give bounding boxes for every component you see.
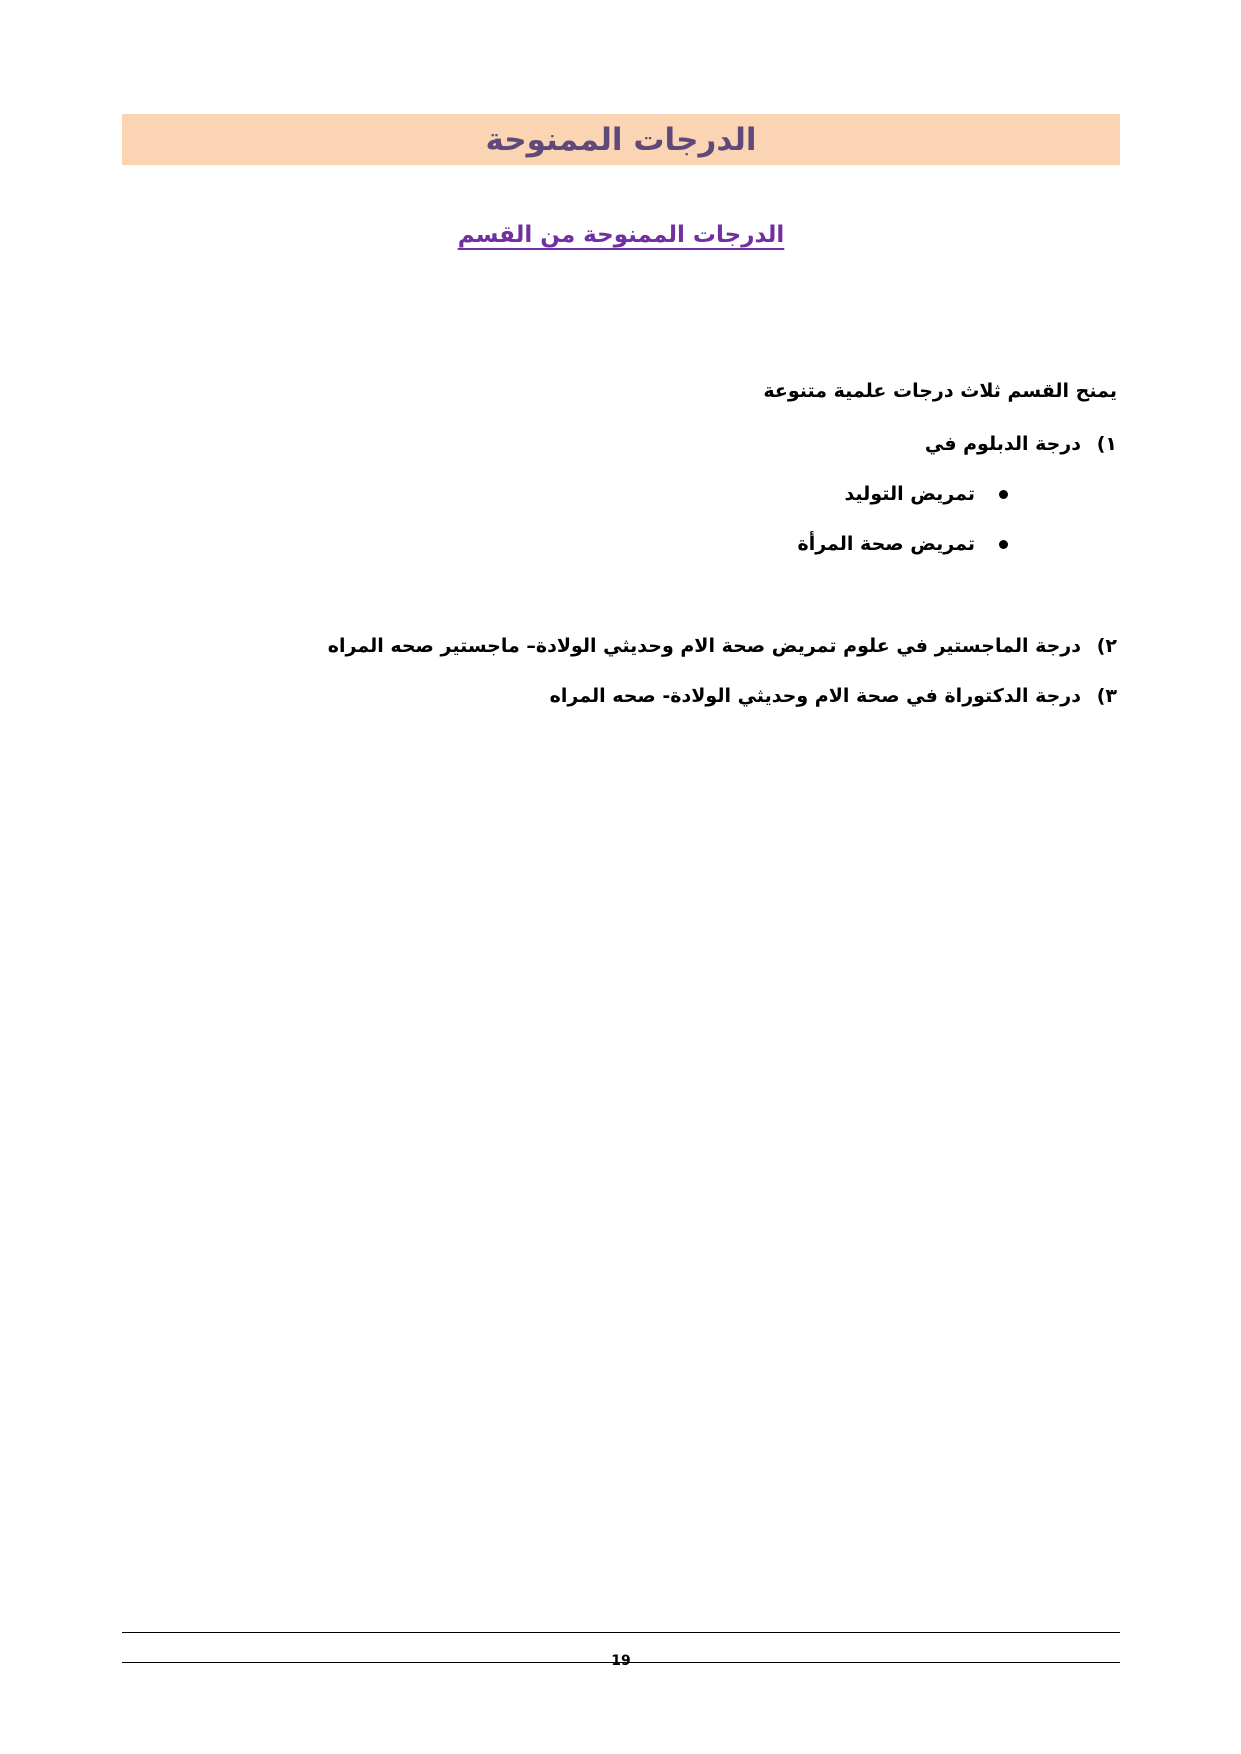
section-subtitle: الدرجات الممنوحة من القسم [457,222,785,248]
list-item-text: درجة الماجستير في علوم تمريض صحة الام وحديثي الولادة– ماجستير صحه المراه [327,635,1081,657]
bullet-item [844,481,1008,507]
footer-bottom-rule [122,1662,1120,1663]
bullet-item-text: تمريض صحة المرأة [797,533,975,555]
list-item [550,683,1117,709]
section-subtitle-container [122,222,1120,248]
bullet-item [798,531,1009,557]
bullet-icon [999,540,1008,549]
page-title: الدرجات الممنوحة [485,121,757,158]
list-item [328,633,1117,659]
page-number: 19 [611,1653,631,1669]
list-item-text: درجة الدبلوم في [924,433,1081,455]
bullet-icon [999,490,1008,499]
title-band [122,114,1120,165]
list-item-number: ١) [1096,433,1117,455]
bullet-item-text: تمريض التوليد [844,483,975,505]
intro-paragraph: يمنح القسم ثلاث درجات علمية متنوعة [763,380,1117,402]
list-item-number: ٣) [1096,685,1117,707]
list-item [925,431,1117,457]
footer-top-rule [122,1632,1120,1633]
list-item-number: ٢) [1096,635,1117,657]
list-item-text: درجة الدكتوراة في صحة الام وحديثي الولادة- صحه المراه [549,685,1081,707]
